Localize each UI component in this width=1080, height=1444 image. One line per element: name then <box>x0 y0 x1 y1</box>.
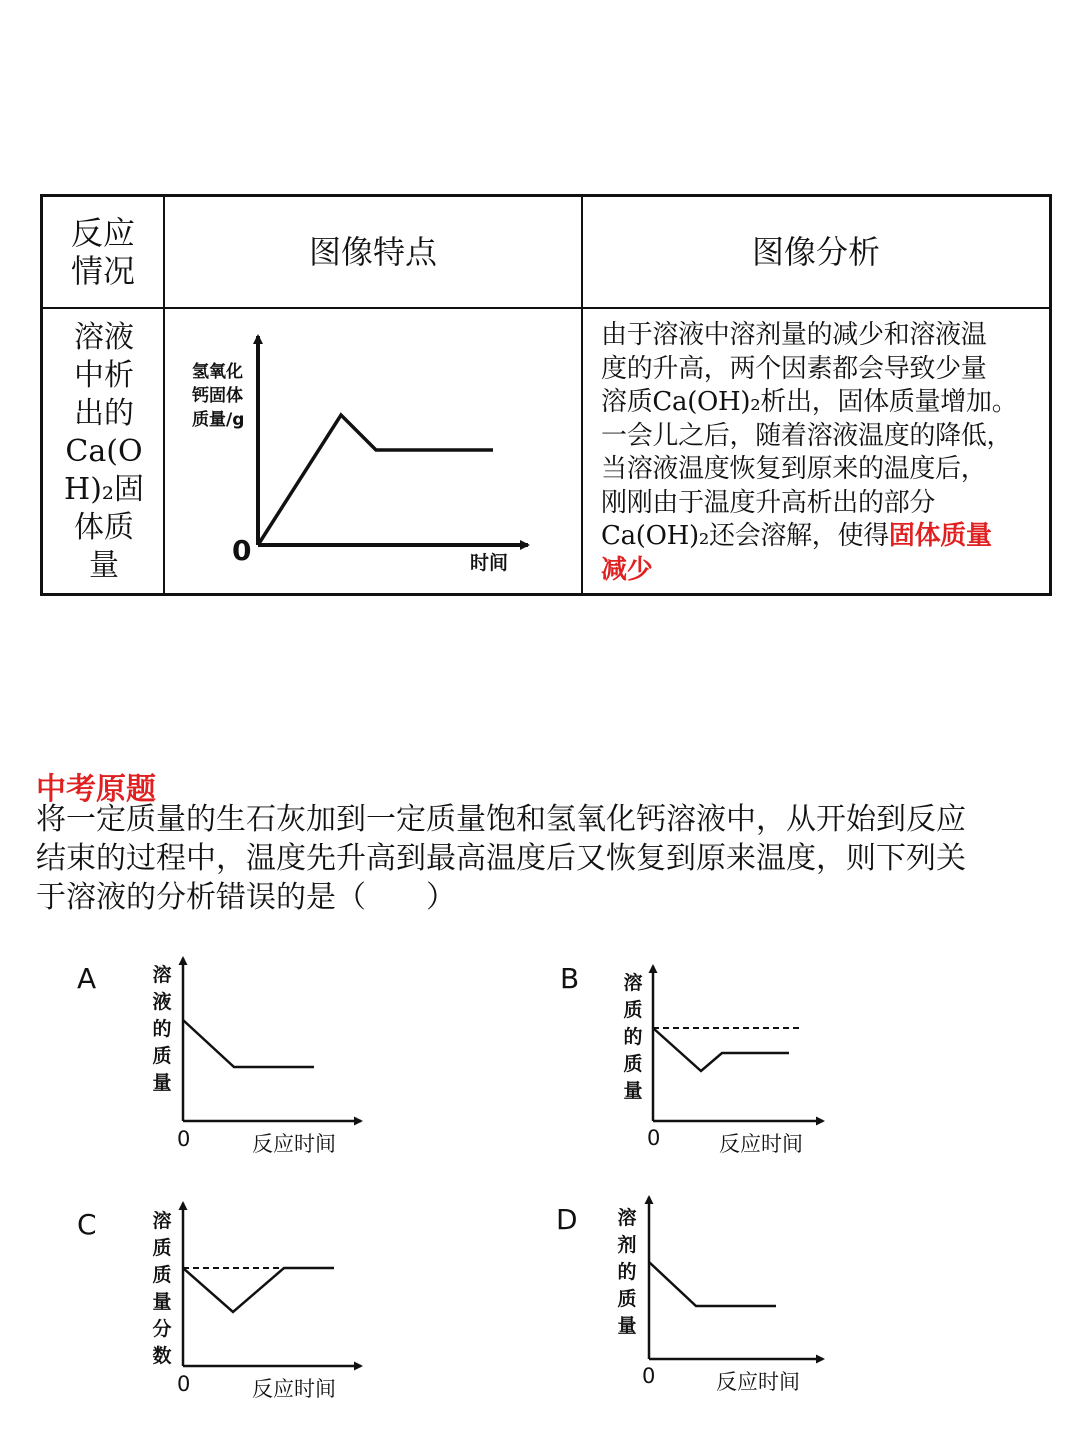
ylabel-char: 液 <box>152 991 172 1013</box>
analysis-line <box>601 520 1041 554</box>
ylabel-char: 质 <box>152 1237 172 1259</box>
option-a-curve <box>183 1020 314 1067</box>
option-d-origin: 0 <box>642 1364 656 1388</box>
header-feature: 图像特点 <box>308 233 437 271</box>
header-condition <box>43 197 163 307</box>
ylabel-char: 量 <box>617 1315 637 1337</box>
ylabel-line: 钙固体 <box>192 386 243 406</box>
option-d-ylabel <box>615 1205 639 1340</box>
ylabel-char: 溶 <box>623 972 643 994</box>
ylabel-char: 质 <box>152 1264 172 1286</box>
header-condition-line: 情况 <box>70 252 135 290</box>
analysis-line: 溶质Ca(OH)₂析出，固体质量增加。 <box>601 387 1018 417</box>
ylabel-line: 质量/g <box>192 410 245 430</box>
header-condition-line: 反应 <box>70 214 135 252</box>
ylabel-char: 质 <box>623 999 643 1021</box>
option-d-curve <box>649 1262 776 1306</box>
option-a-xlabel: 反应时间 <box>252 1132 336 1156</box>
option-b-ylabel <box>621 970 645 1105</box>
ylabel-char: 溶 <box>152 1210 172 1232</box>
ylabel-char: 质 <box>623 1053 643 1075</box>
question-line: 结束的过程中，温度先升高到最高温度后又恢复到原来温度，则下列关 <box>36 841 966 876</box>
analysis-line: 当溶液温度恢复到原来的温度后， <box>601 454 987 484</box>
option-a-origin: 0 <box>177 1127 191 1151</box>
condition-line: 中析 <box>74 358 134 393</box>
ylabel-char: 的 <box>623 1026 643 1048</box>
option-c-letter[interactable]: C <box>77 1208 97 1241</box>
table-graph-origin: 0 <box>232 534 252 567</box>
table-graph-xlabel: 时间 <box>470 552 509 574</box>
option-c-xlabel: 反应时间 <box>252 1377 336 1401</box>
condition-line: H)₂固 <box>64 472 144 507</box>
analysis-text <box>601 319 1041 587</box>
analysis-line: 刚刚由于温度升高析出的部分 <box>601 487 936 518</box>
ylabel-char: 量 <box>152 1072 172 1094</box>
analysis-line: 一会儿之后，随着溶液温度的降低， <box>601 420 1013 451</box>
condition-cell <box>43 309 165 595</box>
option-d-letter[interactable]: D <box>556 1203 578 1236</box>
option-c-curve <box>183 1268 334 1312</box>
analysis-line: 由于溶液中溶剂量的减少和溶液温 <box>601 320 987 350</box>
question-line: 将一定质量的生石灰加到一定质量饱和氢氧化钙溶液中，从开始到反应 <box>36 802 966 837</box>
ylabel-line: 氢氧化 <box>192 362 243 382</box>
ylabel-char: 数 <box>152 1345 172 1367</box>
ylabel-char: 量 <box>152 1291 172 1313</box>
condition-line: 出的 <box>74 396 134 431</box>
table-divider <box>43 307 1049 309</box>
analysis-highlight: 减少 <box>601 554 653 585</box>
option-d-xlabel: 反应时间 <box>716 1370 800 1394</box>
ylabel-char: 溶 <box>152 964 172 986</box>
ylabel-char: 的 <box>152 1018 172 1040</box>
condition-line: 量 <box>89 548 119 583</box>
condition-line: 溶液 <box>74 320 134 355</box>
option-b-xlabel: 反应时间 <box>719 1132 803 1156</box>
analysis-line: 度的升高，两个因素都会导致少量 <box>601 353 987 384</box>
ylabel-char: 分 <box>152 1318 172 1340</box>
option-b-curve <box>653 1028 789 1071</box>
ylabel-char: 质 <box>617 1288 637 1310</box>
option-b-origin: 0 <box>647 1126 661 1150</box>
option-a-ylabel <box>150 962 174 1097</box>
option-b-letter[interactable]: B <box>560 962 580 995</box>
ylabel-char: 溶 <box>617 1207 637 1229</box>
analysis-line-text: Ca(OH)₂还会溶解，使得 <box>601 521 889 551</box>
ylabel-char: 剂 <box>617 1234 637 1256</box>
condition-line: 体质 <box>74 510 134 545</box>
ylabel-char: 量 <box>623 1080 643 1102</box>
option-a-letter[interactable]: A <box>77 962 97 995</box>
header-analysis: 图像分析 <box>751 233 880 271</box>
option-c-origin: 0 <box>177 1372 191 1396</box>
question-text <box>36 800 1036 917</box>
analysis-highlight: 固体质量 <box>888 521 992 551</box>
table-graph-ylabel <box>192 360 258 432</box>
option-c-ylabel <box>150 1208 174 1370</box>
ylabel-char: 的 <box>617 1261 637 1283</box>
ylabel-char: 质 <box>152 1045 172 1067</box>
question-title: 中考原题 <box>36 772 156 807</box>
condition-line: Ca(O <box>65 434 143 469</box>
question-line: 于溶液的分析错误的是（ ） <box>36 880 456 915</box>
